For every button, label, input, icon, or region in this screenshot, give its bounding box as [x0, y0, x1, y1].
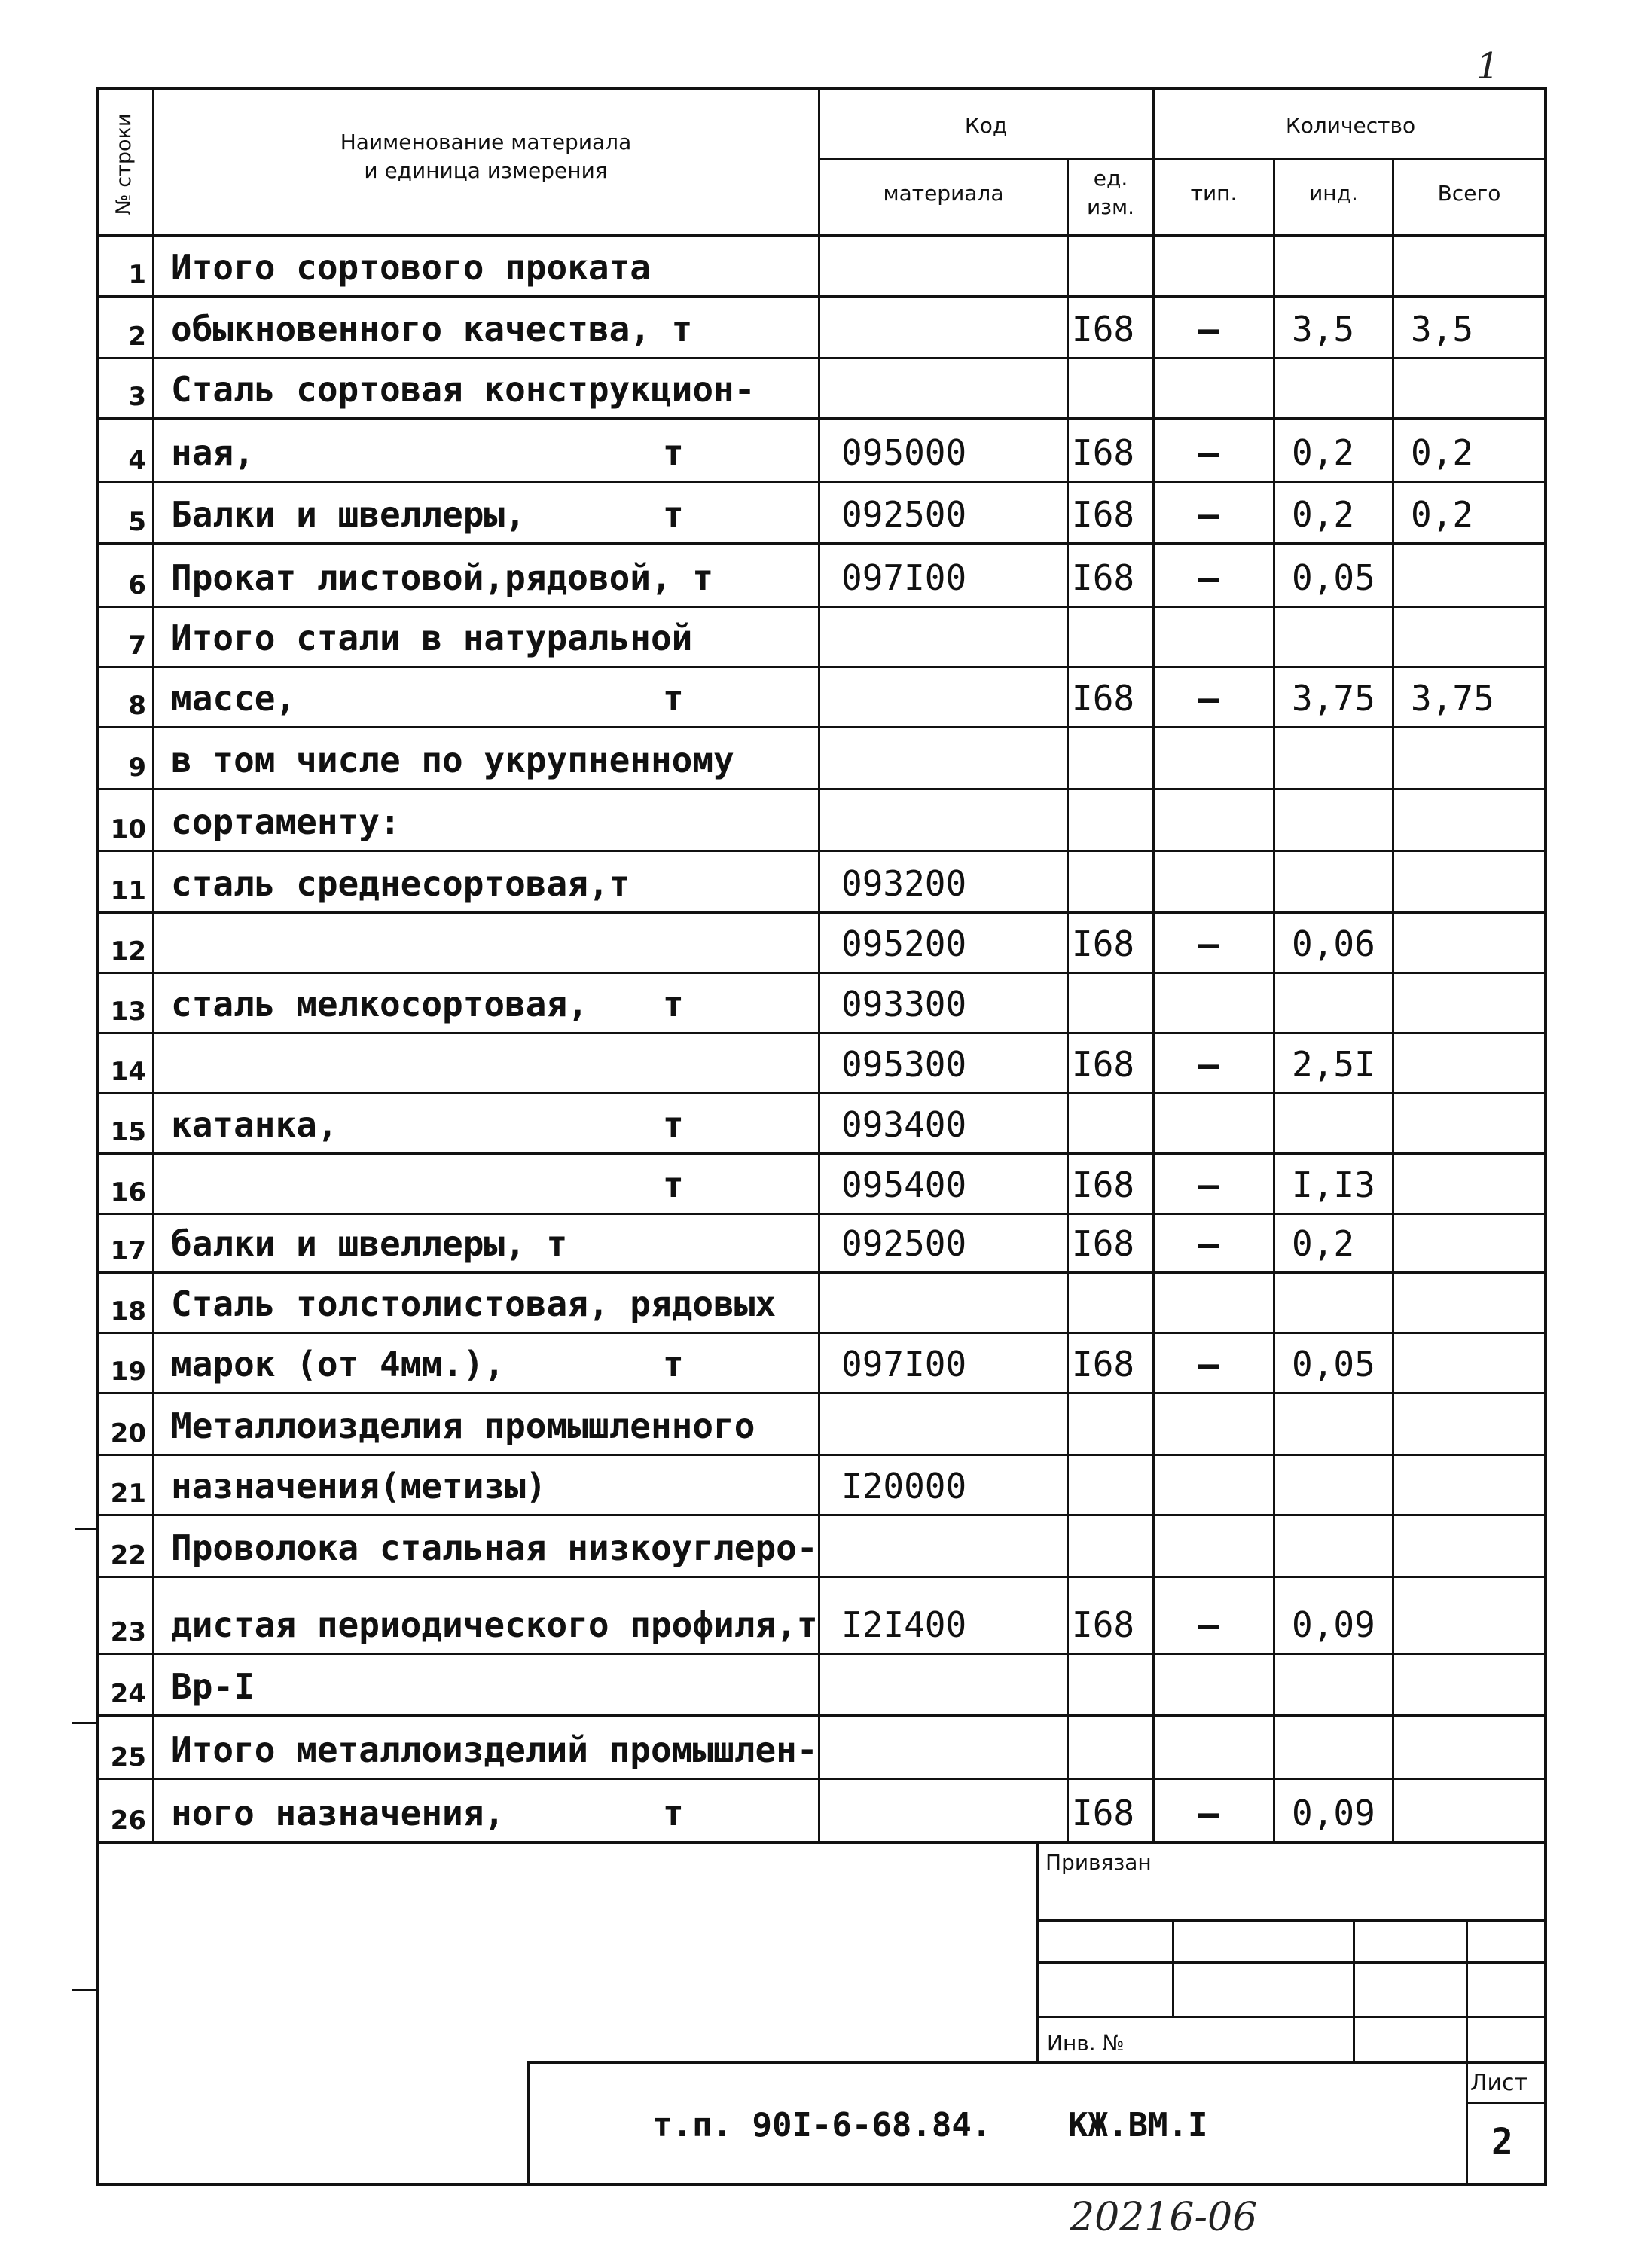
header-name: Наименование материала и единица измерения [340, 130, 632, 183]
row-divider [96, 1714, 1547, 1717]
qty-ind: 0,09 [1292, 1793, 1375, 1833]
row-divider [96, 1092, 1547, 1094]
row-number: 16 [110, 1177, 146, 1207]
material-code: I20000 [841, 1466, 967, 1506]
qty-typ: – [1198, 309, 1219, 350]
margin-tick-3 [72, 1989, 98, 1991]
handwritten-footer: 20216-06 [1070, 2195, 1258, 2240]
sheet-line [1466, 2102, 1547, 2104]
row-divider [96, 481, 1547, 483]
material-code: 093200 [841, 863, 967, 904]
stamp-divider-left [1036, 1842, 1039, 2061]
row-divider [96, 357, 1547, 359]
header-row-number: № строки [111, 113, 136, 215]
unit-code: I68 [1072, 1793, 1135, 1833]
unit-code: I68 [1072, 1604, 1135, 1645]
stamp-col-2 [1353, 1919, 1355, 2062]
qty-ind: I,I3 [1292, 1165, 1375, 1205]
qty-typ: – [1198, 1604, 1219, 1645]
row-divider [96, 788, 1547, 790]
material-code: 097I00 [841, 557, 967, 598]
material-name: Итого стали в натуральной [171, 618, 693, 658]
material-name: Сталь сортовая конструкцион- [171, 369, 755, 410]
material-code: 093300 [841, 984, 967, 1024]
qty-ind: 0,05 [1292, 557, 1375, 598]
material-name: Балки и швеллеры, [171, 494, 526, 535]
material-unit-suffix: т [663, 1165, 684, 1205]
unit-code: I68 [1072, 1044, 1135, 1085]
header-unit: ед. изм. [1086, 166, 1135, 219]
qty-typ: – [1198, 557, 1219, 598]
material-unit-suffix: т [663, 678, 684, 719]
material-code: I2I400 [841, 1604, 967, 1645]
qty-typ: – [1198, 1223, 1219, 1264]
material-name: Итого сортового проката [171, 247, 651, 288]
row-divider [96, 972, 1547, 974]
row-divider [96, 1213, 1547, 1215]
table-bottom-border [96, 2183, 1547, 2186]
margin-tick-1 [75, 1528, 98, 1530]
row-number: 21 [110, 1479, 146, 1509]
material-name: Итого металлоизделий промышлен- [171, 1729, 818, 1770]
qty-typ: – [1198, 1344, 1219, 1384]
header-mid-line [818, 158, 1547, 160]
material-name: Проволока стальная низкоуглеро- [171, 1528, 818, 1568]
material-unit-suffix: т [663, 1104, 684, 1145]
row-divider [96, 1152, 1547, 1155]
header-bottom-line [96, 234, 1547, 237]
material-name: катанка, [171, 1104, 338, 1145]
col-line-total [1392, 158, 1394, 1842]
material-name: Прокат листовой,рядовой, т [171, 557, 714, 598]
row-number: 7 [128, 630, 146, 661]
material-unit-suffix: т [663, 984, 684, 1024]
row-number: 8 [128, 691, 146, 721]
unit-code: I68 [1072, 1223, 1135, 1264]
row-divider [96, 850, 1547, 852]
row-number: 12 [110, 936, 146, 966]
qty-typ: – [1198, 494, 1219, 535]
row-divider [96, 606, 1547, 608]
unit-code: I68 [1072, 923, 1135, 964]
row-divider [96, 726, 1547, 728]
qty-typ: – [1198, 678, 1219, 719]
qty-total: 3,5 [1411, 309, 1474, 350]
table-left-border [96, 87, 99, 2186]
row-divider [96, 1653, 1547, 1655]
table-top-border [96, 87, 1547, 90]
unit-code: I68 [1072, 678, 1135, 719]
unit-code: I68 [1072, 557, 1135, 598]
sheet-number: 2 [1491, 2121, 1513, 2163]
material-name: Металлоизделия промышленного [171, 1406, 755, 1446]
row-divider [96, 1514, 1547, 1516]
stamp-col-3 [1466, 1919, 1468, 2183]
unit-code: I68 [1072, 309, 1135, 350]
row-divider [96, 1454, 1547, 1456]
qty-total: 0,2 [1411, 432, 1474, 473]
row-number: 15 [110, 1117, 146, 1147]
material-name: марок (от 4мм.), [171, 1344, 505, 1384]
header-total: Всего [1437, 181, 1501, 206]
row-number: 2 [128, 322, 146, 352]
row-divider [96, 417, 1547, 420]
row-number: 3 [128, 382, 146, 412]
col-line-code [818, 87, 820, 1842]
row-number: 10 [110, 814, 146, 844]
row-number: 18 [110, 1296, 146, 1326]
stamp-line-3 [1036, 2016, 1547, 2018]
inv-label: Инв. № [1047, 2031, 1125, 2056]
qty-typ: – [1198, 923, 1219, 964]
doc-box-left [527, 2061, 530, 2186]
material-unit-suffix: т [663, 432, 684, 473]
header-ind: инд. [1309, 181, 1358, 206]
row-number: 23 [110, 1617, 146, 1647]
margin-tick-2 [72, 1722, 98, 1724]
row-number: 19 [110, 1357, 146, 1387]
qty-total: 3,75 [1411, 678, 1494, 719]
material-name: назначения(метизы) [171, 1466, 547, 1506]
handwritten-corner-mark: 1 [1476, 45, 1500, 87]
material-code: 095300 [841, 1044, 967, 1085]
qty-typ: – [1198, 432, 1219, 473]
row-divider [96, 1576, 1547, 1578]
material-name: сталь среднесортовая,т [171, 863, 630, 904]
qty-ind: 0,2 [1292, 1223, 1355, 1264]
qty-ind: 3,75 [1292, 678, 1375, 719]
row-number: 20 [110, 1418, 146, 1448]
header-code: Код [964, 113, 1008, 138]
qty-typ: – [1198, 1793, 1219, 1833]
row-divider [96, 1778, 1547, 1780]
col-line-number [152, 87, 154, 1842]
qty-ind: 0,06 [1292, 923, 1375, 964]
row-divider [96, 1332, 1547, 1334]
material-name: сталь мелкосортовая, [171, 984, 588, 1024]
row-number: 24 [110, 1679, 146, 1709]
material-name: Сталь толстолистовая, рядовых [171, 1284, 777, 1324]
row-number: 1 [128, 260, 146, 290]
row-divider [96, 666, 1547, 668]
material-code: 095200 [841, 923, 967, 964]
row-divider [96, 1271, 1547, 1274]
qty-ind: 3,5 [1292, 309, 1355, 350]
doc-box-top [527, 2061, 1547, 2064]
material-name: в том числе по укрупненному [171, 740, 734, 780]
row-number: 11 [110, 876, 146, 906]
row-number: 9 [128, 752, 146, 783]
row-number: 26 [110, 1806, 146, 1836]
header-material: материала [883, 181, 1004, 206]
material-name: ная, [171, 432, 255, 473]
unit-code: I68 [1072, 1344, 1135, 1384]
header-typ: тип. [1190, 181, 1238, 206]
qty-typ: – [1198, 1165, 1219, 1205]
row-divider [96, 542, 1547, 545]
table-right-border [1544, 87, 1547, 2186]
qty-total: 0,2 [1411, 494, 1474, 535]
header-quantity: Количество [1285, 113, 1416, 138]
row-number: 14 [110, 1057, 146, 1087]
material-code: 097I00 [841, 1344, 967, 1384]
row-number: 4 [128, 445, 146, 475]
stamp-col-1 [1172, 1919, 1174, 2017]
qty-ind: 0,09 [1292, 1604, 1375, 1645]
material-unit-suffix: т [663, 1344, 684, 1384]
privyazan-label: Привязан [1045, 1850, 1152, 1875]
row-number: 5 [128, 507, 146, 537]
material-name: Вр-I [171, 1666, 255, 1707]
col-line-typ [1152, 87, 1155, 1842]
qty-ind: 2,5I [1292, 1044, 1375, 1085]
row-divider [96, 1841, 1547, 1843]
stamp-line-2 [1036, 1961, 1547, 1964]
material-name: ного назначения, [171, 1793, 505, 1833]
material-name: сортаменту: [171, 801, 401, 842]
row-number: 25 [110, 1742, 146, 1772]
unit-code: I68 [1072, 1165, 1135, 1205]
qty-ind: 0,05 [1292, 1344, 1375, 1384]
row-number: 22 [110, 1540, 146, 1571]
material-code: 095400 [841, 1165, 967, 1205]
qty-ind: 0,2 [1292, 494, 1355, 535]
col-line-unit [1067, 158, 1069, 1842]
row-divider [96, 911, 1547, 914]
sheet-label: Лист [1470, 2070, 1528, 2096]
doc-mark: КЖ.ВМ.I [1068, 2106, 1208, 2144]
row-divider [96, 1392, 1547, 1394]
col-line-ind [1273, 158, 1275, 1842]
material-name: массе, [171, 678, 297, 719]
unit-code: I68 [1072, 494, 1135, 535]
row-divider [96, 1032, 1547, 1034]
doc-code: т.п. 90I-6-68.84. [652, 2106, 992, 2144]
material-code: 092500 [841, 494, 967, 535]
row-number: 13 [110, 997, 146, 1027]
unit-code: I68 [1072, 432, 1135, 473]
material-name: балки и швеллеры, т [171, 1223, 568, 1264]
material-unit-suffix: т [663, 494, 684, 535]
qty-ind: 0,2 [1292, 432, 1355, 473]
material-code: 095000 [841, 432, 967, 473]
material-unit-suffix: т [663, 1793, 684, 1833]
stamp-line-1 [1036, 1919, 1547, 1922]
material-name: обыкновенного качества, т [171, 309, 693, 350]
row-number: 6 [128, 570, 146, 600]
row-number: 17 [110, 1236, 146, 1266]
row-divider [96, 295, 1547, 298]
qty-typ: – [1198, 1044, 1219, 1085]
material-code: 093400 [841, 1104, 967, 1145]
material-name: дистая периодического профиля,т [171, 1604, 818, 1645]
material-code: 092500 [841, 1223, 967, 1264]
